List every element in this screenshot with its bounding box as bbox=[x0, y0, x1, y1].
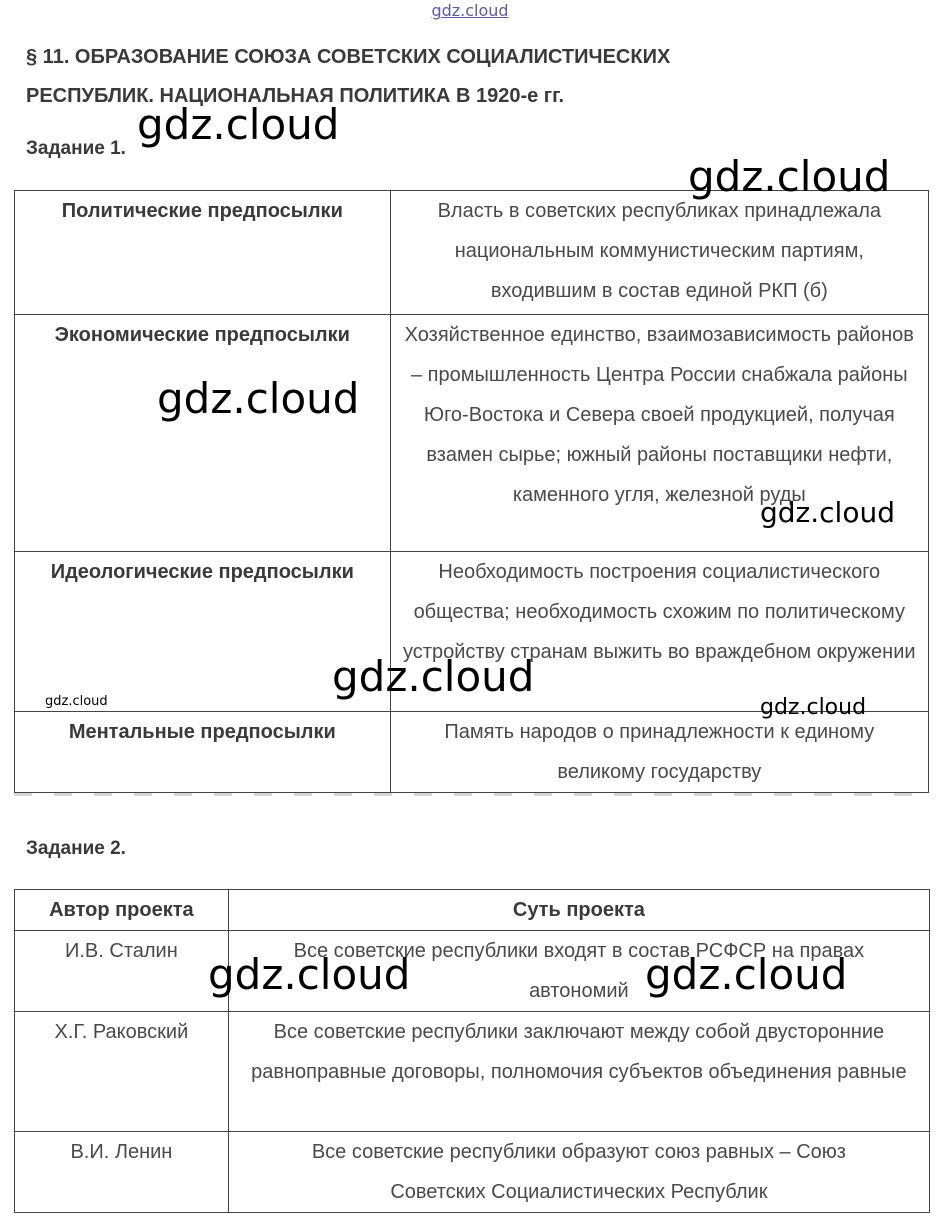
title-line-1: § 11. ОБРАЗОВАНИЕ СОЮЗА СОВЕТСКИХ СОЦИАЛИСТИЧЕСКИХ bbox=[26, 46, 671, 68]
watermark: gdz.cloud bbox=[645, 950, 848, 999]
table-row bbox=[15, 1132, 930, 1213]
table-row bbox=[15, 191, 929, 315]
author-cell: И.В. Сталин bbox=[15, 931, 229, 1012]
site-link-top[interactable]: gdz.cloud bbox=[431, 1, 509, 20]
premise-description-cell: Власть в советских республиках принадлежала национальным коммунистическим партиям, входившим в состав единой РКП (б) bbox=[390, 191, 928, 315]
task-2-label: Задание 2. bbox=[26, 838, 126, 859]
column-header-author: Автор проекта bbox=[15, 890, 229, 931]
essence-cell: Все советские республики образуют союз равных – Союз Советских Социалистических Республик bbox=[228, 1132, 929, 1213]
watermark: gdz.cloud bbox=[45, 694, 108, 709]
title-line-2: РЕСПУБЛИК. НАЦИОНАЛЬНАЯ ПОЛИТИКА В 1920-е гг. bbox=[26, 85, 565, 107]
watermark: gdz.cloud bbox=[688, 152, 891, 201]
table-header-row bbox=[15, 890, 930, 931]
watermark: gdz.cloud bbox=[208, 950, 411, 999]
divider bbox=[14, 793, 930, 796]
essence-cell: Все советские республики входят в состав РСФСР на правах автономий bbox=[228, 931, 929, 1012]
premise-description-cell: Хозяйственное единство, взаимозависимость районов – промышленность Центра России снабжала районы Юго-Востока и Севера своей продукцией, получая взамен сырье; южный районы поставщики нефти, каменного угля, железной руды bbox=[390, 315, 928, 552]
author-cell: В.И. Ленин bbox=[15, 1132, 229, 1213]
premise-description-cell: Необходимость построения социалистического общества; необходимость схожим по политическому устройству странам выжить во враждебном окружении bbox=[390, 552, 928, 712]
premise-type-cell: Ментальные предпосылки bbox=[15, 712, 391, 793]
table-row bbox=[15, 1012, 930, 1132]
essence-cell: Все советские республики заключают между собой двусторонние равноправные договоры, полномочия субъектов объединения равные bbox=[228, 1012, 929, 1132]
premise-type-cell: Политические предпосылки bbox=[15, 191, 391, 315]
column-header-essence: Суть проекта bbox=[228, 890, 929, 931]
watermark: gdz.cloud bbox=[760, 496, 895, 529]
watermark: gdz.cloud bbox=[332, 652, 535, 701]
premise-description-cell: Память народов о принадлежности к единому великому государству bbox=[390, 712, 928, 793]
watermark: gdz.cloud bbox=[157, 374, 360, 423]
watermark: gdz.cloud bbox=[137, 100, 340, 149]
table-row bbox=[15, 712, 929, 793]
premise-type-cell: Экономические предпосылки bbox=[15, 315, 391, 552]
watermark: gdz.cloud bbox=[760, 695, 867, 720]
task-2-table bbox=[14, 889, 930, 1213]
premise-type-cell: Идеологические предпосылки bbox=[15, 552, 391, 712]
author-cell: Х.Г. Раковский bbox=[15, 1012, 229, 1132]
task-1-label: Задание 1. bbox=[26, 138, 126, 159]
